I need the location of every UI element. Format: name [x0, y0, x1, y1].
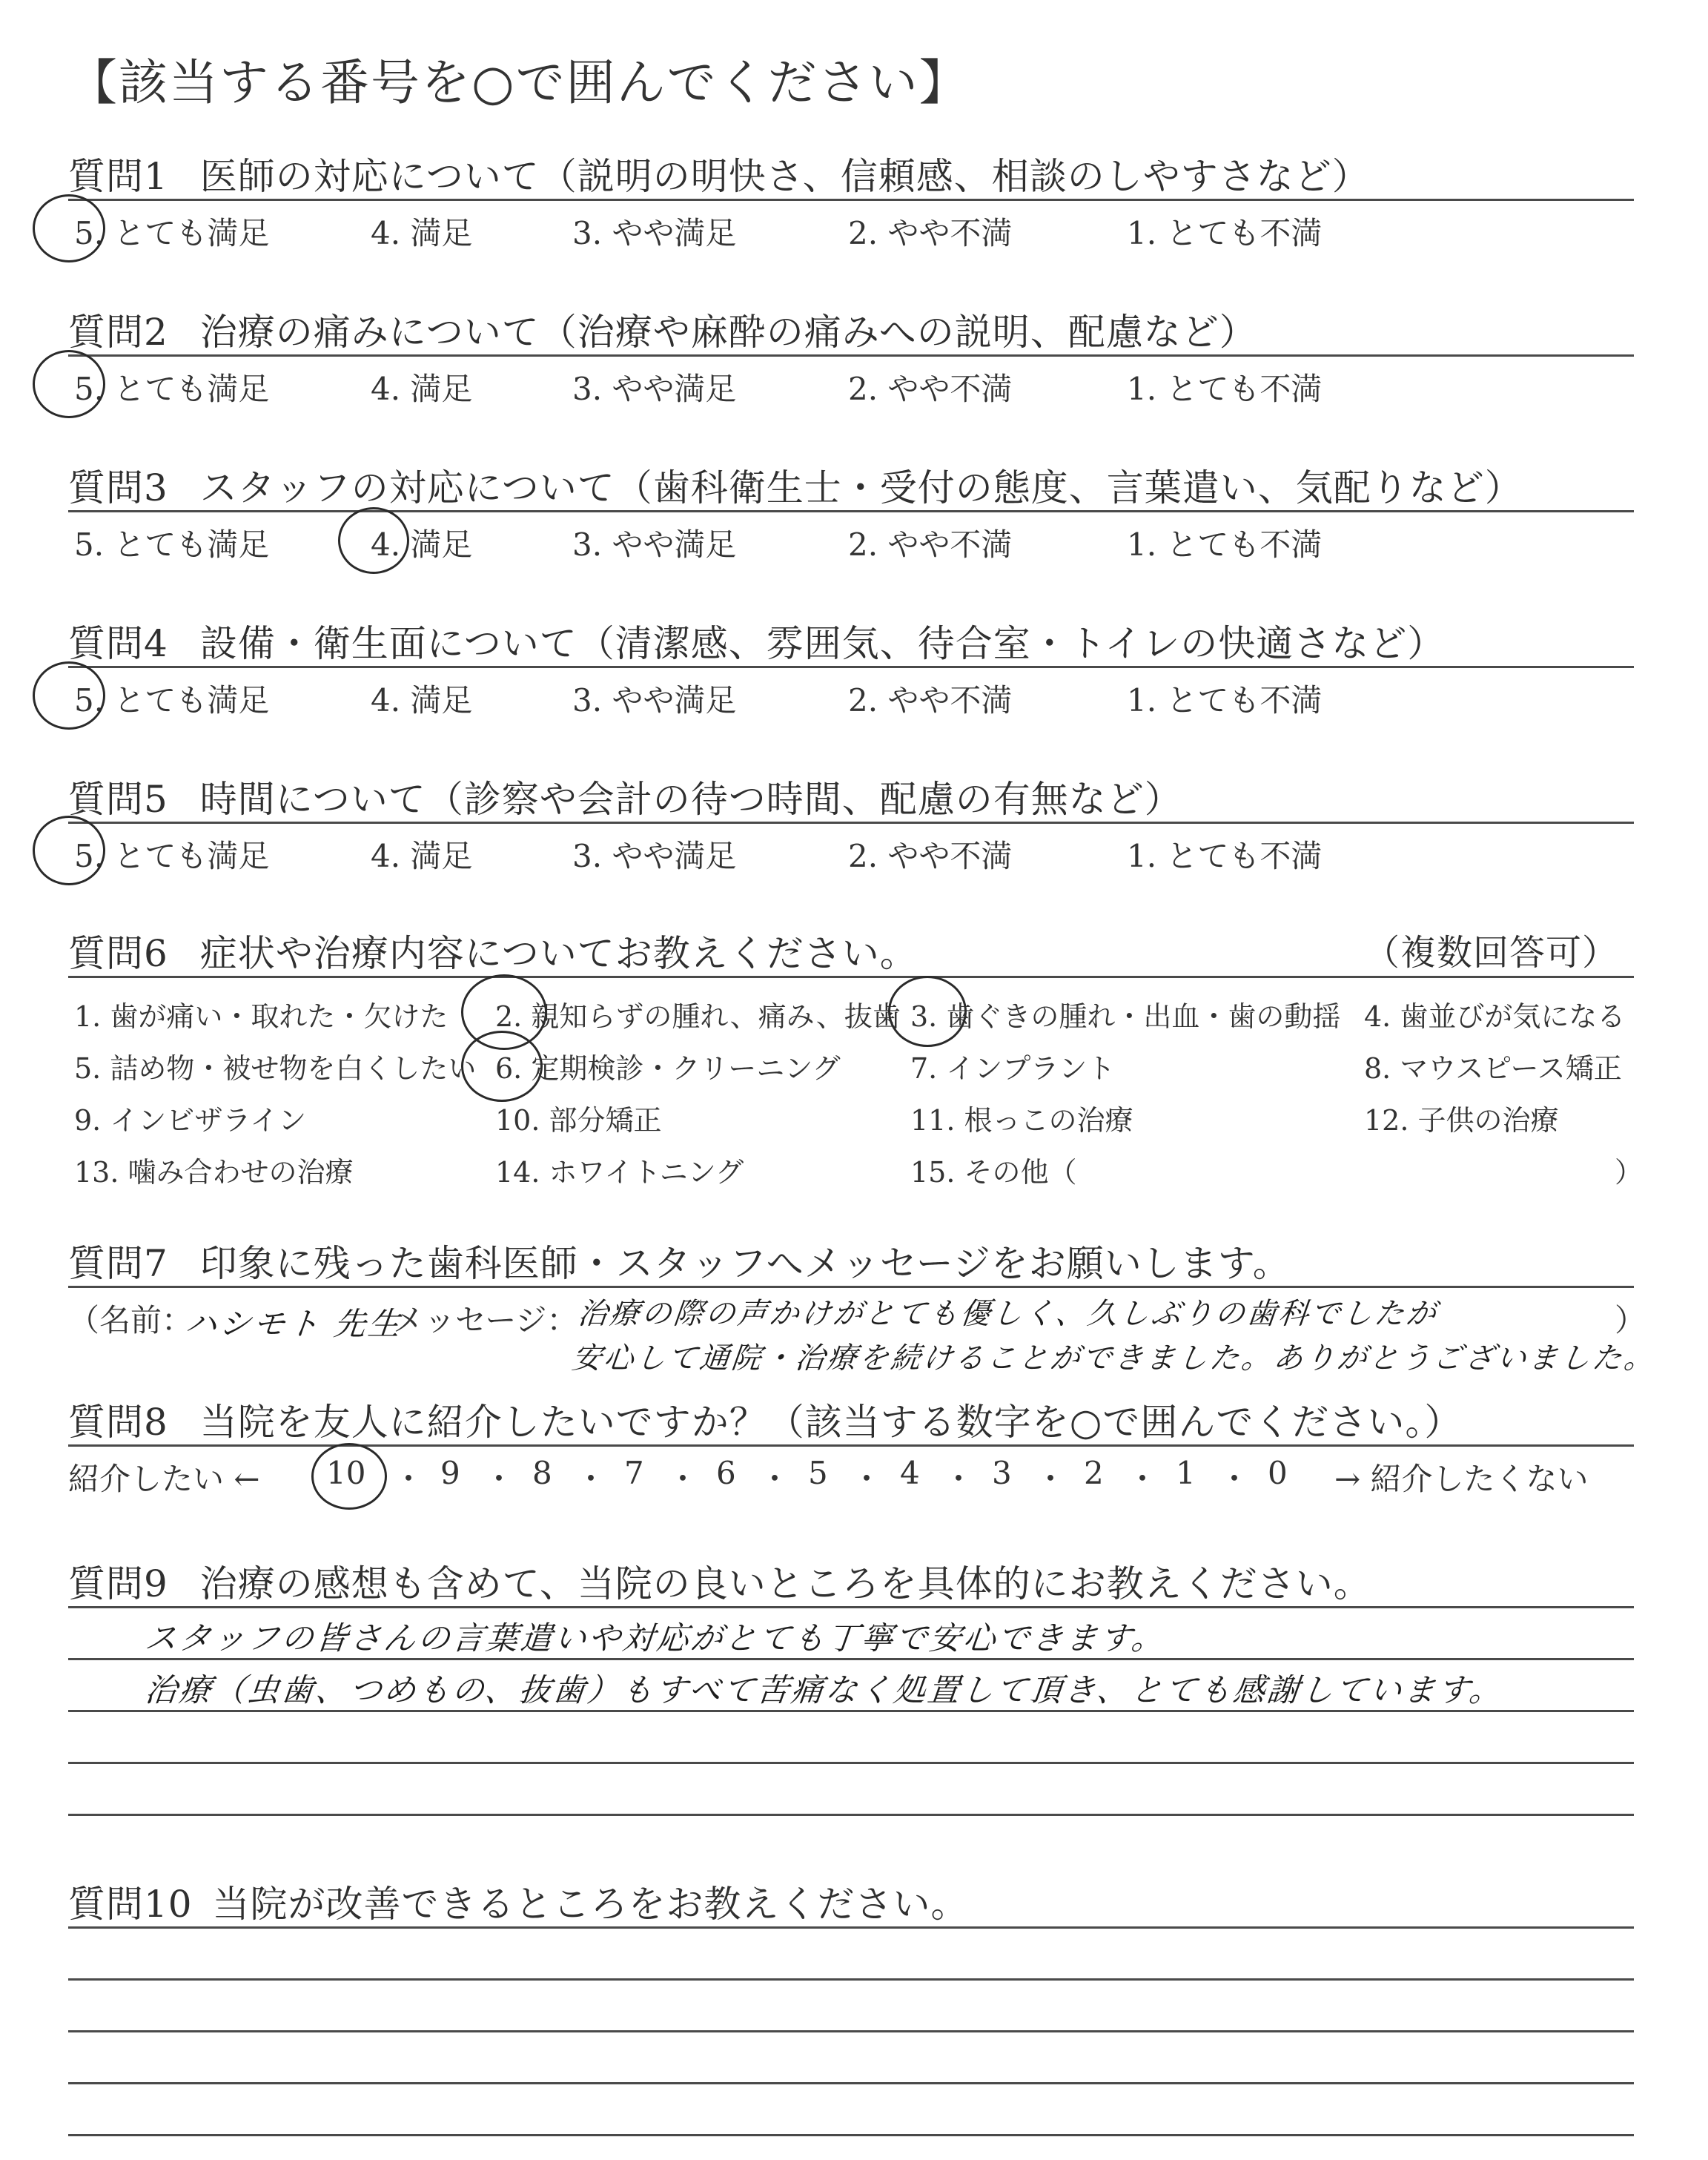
q8-dot: ・	[393, 1461, 425, 1497]
q7-name-label: （名前：	[68, 1302, 193, 1338]
q8-scale-10[interactable]: 10	[326, 1455, 366, 1491]
q6-item-9[interactable]: 9. インビザライン	[74, 1104, 307, 1137]
q6-item-12[interactable]: 12. 子供の治療	[1364, 1104, 1559, 1137]
rule	[68, 1658, 1634, 1660]
q1-option-1[interactable]: 1. とても不満	[1127, 215, 1323, 251]
q6-item-6[interactable]: 6. 定期検診・クリーニング	[495, 1052, 841, 1085]
q5-option-5[interactable]: 5. とても満足	[74, 838, 270, 874]
question-6-label: 質問6	[68, 932, 168, 975]
question-9	[68, 1554, 1371, 1608]
q6-item-7[interactable]: 7. インプラント	[910, 1052, 1116, 1085]
selection-circle	[33, 816, 105, 885]
question-2	[68, 303, 1257, 356]
q4-option-4[interactable]: 4. 満足	[371, 682, 473, 719]
selection-circle	[33, 661, 105, 730]
q2-option-5[interactable]: 5. とても満足	[74, 371, 270, 407]
q6-item-5[interactable]: 5. 詰め物・被せ物を白くしたい	[74, 1052, 477, 1085]
q1-option-2[interactable]: 2. やや不満	[848, 215, 1013, 251]
q6-other-close-paren: ）	[1615, 1156, 1644, 1189]
q2-option-1[interactable]: 1. とても不満	[1127, 371, 1323, 407]
rule	[68, 976, 1634, 978]
q8-dot: ・	[483, 1461, 515, 1497]
q5-option-2[interactable]: 2. やや不満	[848, 838, 1013, 874]
q6-item-10[interactable]: 10. 部分矯正	[495, 1104, 662, 1137]
selection-circle	[33, 350, 105, 418]
q8-dot: ・	[943, 1461, 975, 1497]
q3-option-5[interactable]: 5. とても満足	[74, 526, 270, 563]
q3-option-3[interactable]: 3. やや満足	[572, 526, 737, 563]
q8-dot: ・	[851, 1461, 883, 1497]
q7-message-line-2[interactable]: 安心して通院・治療を続けることができました。ありがとうございました。	[570, 1341, 1658, 1375]
q5-option-3[interactable]: 3. やや満足	[572, 838, 737, 874]
rule	[68, 510, 1634, 512]
question-3-text: スタッフの対応について（歯科衛生士・受付の態度、言葉遣い、気配りなど）	[199, 466, 1523, 509]
q3-option-1[interactable]: 1. とても不満	[1127, 526, 1323, 563]
q6-item-3[interactable]: 3. 歯ぐきの腫れ・出血・歯の動揺	[910, 1000, 1341, 1033]
question-8	[68, 1393, 1462, 1446]
q9-answer-line-2[interactable]: 治療（虫歯、つめもの、抜歯）もすべて苦痛なく処置して頂き、とても感謝しています。	[143, 1672, 1506, 1709]
rule	[68, 666, 1634, 668]
question-9-label: 質問9	[68, 1562, 168, 1605]
q7-message-label: メッセージ：	[393, 1302, 578, 1338]
rule	[68, 1286, 1634, 1288]
question-4-text: 設備・衛生面について（清潔感、雰囲気、待合室・トイレの快適さなど）	[199, 622, 1446, 665]
q4-option-3[interactable]: 3. やや満足	[572, 682, 737, 719]
question-5-text: 時間について（診察や会計の待つ時間、配慮の有無など）	[199, 778, 1182, 821]
q3-option-4[interactable]: 4. 満足	[371, 526, 473, 563]
page-title: 【該当する番号を○で囲んでください】	[68, 54, 970, 111]
selection-circle	[888, 976, 967, 1047]
q8-scale-1[interactable]: 1	[1176, 1455, 1196, 1491]
question-2-label: 質問2	[68, 311, 168, 354]
selection-circle	[461, 1031, 543, 1102]
selection-circle	[33, 194, 105, 262]
q1-option-5[interactable]: 5. とても満足	[74, 215, 270, 251]
rule	[68, 1814, 1634, 1816]
q1-option-3[interactable]: 3. やや満足	[572, 215, 737, 251]
question-8-label: 質問8	[68, 1401, 168, 1444]
question-2-text: 治療の痛みについて（治療や麻酔の痛みへの説明、配慮など）	[199, 311, 1257, 354]
q8-scale-2[interactable]: 2	[1084, 1455, 1104, 1491]
rule	[68, 2030, 1634, 2032]
rule	[68, 2134, 1634, 2136]
question-8-text: 当院を友人に紹介したいですか？（該当する数字を○で囲んでください。）	[199, 1401, 1463, 1444]
q2-option-3[interactable]: 3. やや満足	[572, 371, 737, 407]
question-1-text: 医師の対応について（説明の明快さ、信頼感、相談のしやすさなど）	[199, 155, 1370, 198]
q6-item-4[interactable]: 4. 歯並びが気になる	[1364, 1000, 1626, 1033]
rule	[68, 354, 1634, 357]
q8-scale-4[interactable]: 4	[900, 1455, 920, 1491]
question-10	[68, 1875, 969, 1928]
rule	[68, 1926, 1634, 1929]
q6-item-2[interactable]: 2. 親知らずの腫れ、痛み、抜歯	[495, 1000, 901, 1033]
q7-message-line-1[interactable]: 治療の際の声かけがとても優しく、久しぶりの歯科でしたが	[576, 1297, 1440, 1331]
q8-dot: ・	[575, 1461, 607, 1497]
q8-scale-0[interactable]: 0	[1268, 1455, 1288, 1491]
question-1	[68, 147, 1370, 200]
q8-dot: ・	[667, 1461, 699, 1497]
q5-option-4[interactable]: 4. 満足	[371, 838, 473, 874]
question-1-label: 質問1	[68, 155, 168, 198]
rule	[68, 822, 1634, 824]
question-4	[68, 614, 1445, 667]
question-3	[68, 458, 1523, 512]
q8-scale-5[interactable]: 5	[808, 1455, 828, 1491]
question-3-label: 質問3	[68, 466, 168, 509]
rule	[68, 2082, 1634, 2084]
q8-left-label: 紹介したい ←	[68, 1461, 260, 1497]
q6-item-13[interactable]: 13. 噛み合わせの治療	[74, 1156, 354, 1189]
rule	[68, 1710, 1634, 1712]
q4-option-1[interactable]: 1. とても不満	[1127, 682, 1323, 719]
question-5	[68, 770, 1182, 823]
question-7-text: 印象に残った歯科医師・スタッフへメッセージをお願いします。	[199, 1242, 1291, 1285]
q2-option-2[interactable]: 2. やや不満	[848, 371, 1013, 407]
q6-item-1[interactable]: 1. 歯が痛い・取れた・欠けた	[74, 1000, 448, 1033]
q2-option-4[interactable]: 4. 満足	[371, 371, 473, 407]
q5-option-1[interactable]: 1. とても不満	[1127, 838, 1323, 874]
q6-item-8[interactable]: 8. マウスピース矯正	[1364, 1052, 1622, 1085]
q8-scale-7[interactable]: 7	[624, 1455, 644, 1491]
q8-dot: ・	[1035, 1461, 1067, 1497]
question-10-label: 質問10	[68, 1883, 193, 1926]
q6-item-11[interactable]: 11. 根っこの治療	[910, 1104, 1133, 1137]
q8-dot: ・	[1127, 1461, 1159, 1497]
q1-option-4[interactable]: 4. 満足	[371, 215, 473, 251]
q8-scale-6[interactable]: 6	[716, 1455, 736, 1491]
question-7	[68, 1234, 1291, 1287]
question-5-label: 質問5	[68, 778, 168, 821]
rule	[68, 1606, 1634, 1608]
question-4-label: 質問4	[68, 622, 168, 665]
q6-item-15[interactable]: 15. その他（	[910, 1156, 1077, 1189]
q7-name-value[interactable]: ハシモト 先生	[183, 1306, 404, 1343]
q4-option-2[interactable]: 2. やや不満	[848, 682, 1013, 719]
q8-right-label: → 紹介したくない	[1334, 1461, 1589, 1497]
q3-option-2[interactable]: 2. やや不満	[848, 526, 1013, 563]
selection-circle	[338, 507, 409, 574]
q6-item-14[interactable]: 14. ホワイトニング	[495, 1156, 744, 1189]
question-9-text: 治療の感想も含めて、当院の良いところを具体的にお教えください。	[199, 1562, 1371, 1605]
rule	[68, 199, 1634, 201]
q8-dot: ・	[1219, 1461, 1251, 1497]
rule	[68, 1444, 1634, 1447]
question-10-text: 当院が改善できるところをお教えください。	[212, 1883, 969, 1926]
q9-answer-line-1[interactable]: スタッフの皆さんの言葉遣いや対応がとても丁寧で安心できます。	[143, 1620, 1168, 1657]
q8-dot: ・	[759, 1461, 791, 1497]
question-6	[68, 924, 918, 977]
rule	[68, 1978, 1634, 1981]
q8-scale-3[interactable]: 3	[992, 1455, 1012, 1491]
question-7-label: 質問7	[68, 1242, 168, 1285]
q7-close-paren: ）	[1615, 1302, 1646, 1338]
q8-scale-8[interactable]: 8	[532, 1455, 552, 1491]
question-6-text: 症状や治療内容についてお教えください。	[199, 932, 918, 975]
selection-circle	[311, 1443, 387, 1510]
rule	[68, 1762, 1634, 1764]
q4-option-5[interactable]: 5. とても満足	[74, 682, 270, 719]
q8-scale-9[interactable]: 9	[440, 1455, 460, 1491]
multiple-answers-note: （複数回答可）	[1364, 932, 1619, 974]
